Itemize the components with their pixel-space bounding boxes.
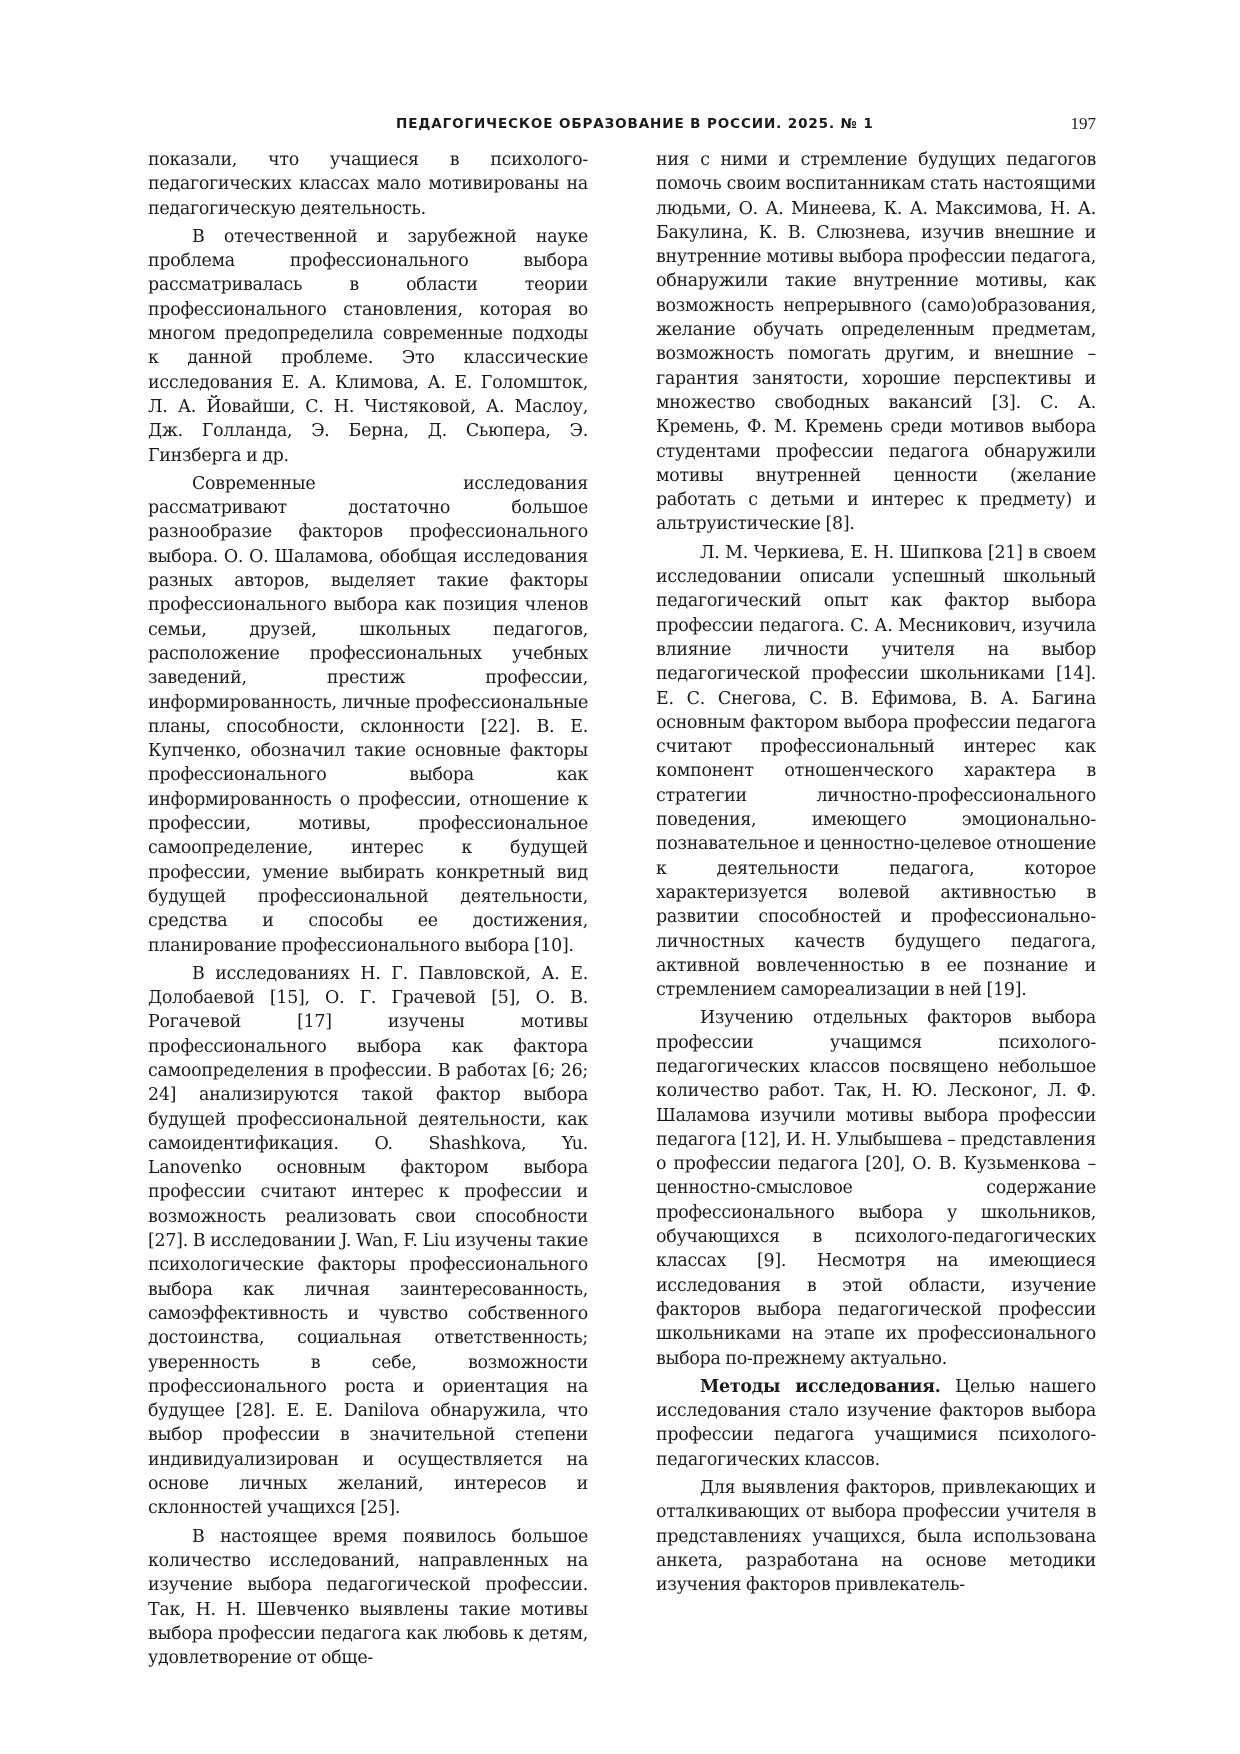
paragraph: Для выявления факторов, привлекающих и отталкивающих от выбора профессии учителя в представлениях учащихся, была использована анкета, разработана на основе методики изучения факторов привлекатель- <box>656 1478 1096 1596</box>
paragraph: показали, что учащиеся в психолого-педагогических классах мало мотивированы на педагогическую деятельность. <box>148 150 588 219</box>
paragraph <box>656 1375 1096 1472</box>
section-text: Целью нашего исследования стало изучение факторов выбора профессии педагога учащимися психолого-педагогических классов. <box>656 1376 1097 1470</box>
body-columns <box>148 148 1097 1669</box>
paragraph: В отечественной и зарубежной науке проблема профессионального выбора рассматривалась в области теории профессионального становления, которая во многом предопределила современные подходы к данной проблеме. Это классические исследования Е. А. Климова, А. Е. Голомшток, Л. А. Йовайши, С. Н. Чистяковой, А. Маслоу, Дж. Голланда, Э. Берна, Д. Сьюпера, Э. Гинзберга и др. <box>148 226 588 466</box>
page-number: 197 <box>1070 114 1096 133</box>
page-header <box>148 112 1096 138</box>
paragraph: В исследованиях Н. Г. Павловской, А. Е. Долобаевой [15], О. Г. Грачевой [5], О. В. Рогачевой [17] изучены мотивы профессионального выбора как фактора самоопределения в профессии. В работах [6; 26; 24] анализируются такой фактор выбора будущей профессиональной деятельности, как самоидентификация. O. Shashkova, Yu. Lanovenko основным фактором выбора профессии считают интерес к профессии и возможность реализовать свои способности [27]. В исследовании J. Wan, F. Liu изучены такие психологические факторы профессионального выбора как личная заинтересованность, самоэффективность и чувство собственного достоинства, социальная ответственность; уверенность в себе, возможности профессионального роста и ориентация на будущее [28]. E. E. Danilova обнаружила, что выбор профессии в значительной степени индивидуализирован и осуществляется на основе личных желаний, интересов и склонностей учащихся [25]. <box>148 963 588 1519</box>
right-column <box>656 148 1096 1602</box>
left-column <box>148 148 588 1674</box>
paragraph: Современные исследования рассматривают достаточно большое разнообразие факторов профессионального выбора. О. О. Шаламова, обобщая исследования разных авторов, выделяет такие факторы профессионального выбора как позиция членов семьи, друзей, школьных педагогов, расположение профессиональных учебных заведений, престиж профессии, информированность, личные профессиональные планы, способности, склонности [22]. В. Е. Купченко, обозначил такие основные факторы профессионального выбора как информированность о профессии, отношение к профессии, мотивы, профессиональное самоопределение, интерес к будущей профессии, умение выбирать конкретный вид будущей профессиональной деятельности, средства и способы ее достижения, планирование профессионального выбора [10]. <box>148 473 588 956</box>
running-head: ПЕДАГОГИЧЕСКОЕ ОБРАЗОВАНИЕ В РОССИИ. 2025. № 1 <box>396 116 874 132</box>
paragraph: Л. М. Черкиева, Е. Н. Шипкова [21] в своем исследовании описали успешный школьный педагогический опыт как фактор выбора профессии педагога. С. А. Месникович, изучила влияние личности учителя на выбор педагогической профессии школьниками [14]. Е. С. Снегова, С. В. Ефимова, В. А. Багина основным фактором выбора профессии педагога считают профессиональный интерес как компонент отношенческого характера в стратегии личностно-профессионального поведения, имеющего эмоционально-познавательное и ценностно-целевое отношение к деятельности педагога, которое характеризуется волевой активностью в развитии способностей и профессионально-личностных качеств будущего педагога, активной вовлеченностью в ее познание и стремлением самореализации в ней [19]. <box>656 542 1096 1001</box>
paragraph: Изучению отдельных факторов выбора профессии учащимся психолого-педагогических классов посвящено небольшое количество работ. Так, Н. Ю. Лесконог, Л. Ф. Шаламова изучили мотивы выбора профессии педагога [12], И. Н. Улыбышева – представления о профессии педагога [20], О. В. Кузьменкова – ценностно-смысловое содержание профессионального выбора у школьников, обучающихся в психолого-педагогических классах [9]. Несмотря на имеющиеся исследования в этой области, изучение факторов выбора педагогической профессии школьниками на этапе их профессионального выбора по-прежнему актуально. <box>656 1008 1096 1369</box>
section-heading: Методы исследования. <box>700 1376 941 1397</box>
paragraph: ния с ними и стремление будущих педагогов помочь своим воспитанникам стать настоящими людьми, О. А. Минеева, К. А. Максимова, Н. А. Бакулина, К. В. Слюзнева, изучив внешние и внутренние мотивы выбора профессии педагога, обнаружили такие внутренние мотивы, как возможность непрерывного (само)образования, желание обучать определенным предметам, возможность помогать другим, и внешние – гарантия занятости, хорошие перспективы и множество свободных вакансий [3]. С. А. Кремень, Ф. М. Кремень среди мотивов выбора студентами профессии педагога обнаружили мотивы внутренней ценности (желание работать с детьми и интерес к предмету) и альтруистические [8]. <box>656 150 1096 535</box>
paragraph: В настоящее время появилось большое количество исследований, направленных на изучение выбора педагогической профессии. Так, Н. Н. Шевченко выявлены такие мотивы выбора профессии педагога как любовь к детям, удовлетворение от обще- <box>148 1526 588 1669</box>
